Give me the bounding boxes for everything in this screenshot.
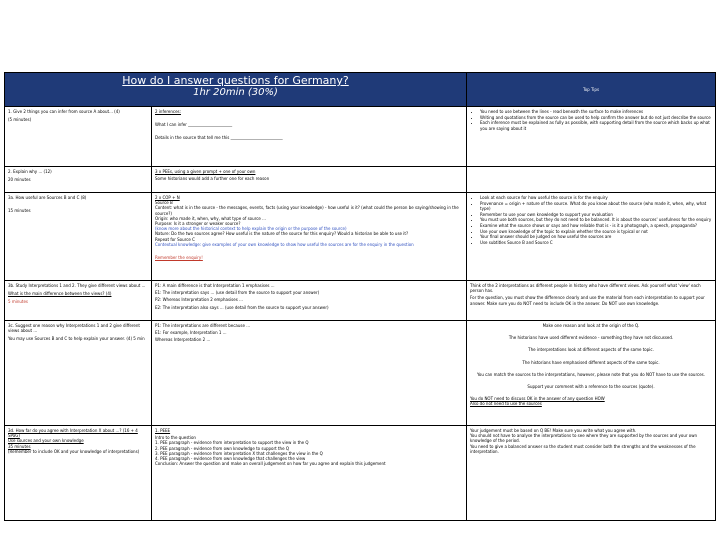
answer-cell [152, 281, 467, 321]
table-row [5, 107, 716, 167]
page-title: How do I answer questions for Germany? [122, 74, 349, 87]
table-row [5, 426, 716, 521]
tip-item: The interpretations look at different aspects of the same topic. [528, 347, 654, 353]
tip-item: Make one reason and look at the origin of the Q. [542, 323, 640, 328]
tip-item: You do NOT need to discuss OK in the answer of any question HOW [470, 396, 605, 402]
answer-line: Some historians would add a further one for each reason [155, 176, 270, 182]
question-time: 15 minutes [8, 208, 31, 214]
question-cell [5, 321, 152, 426]
tip-item: For the question, you must show the difference clearly and use the material from each interpretation to support your answer. Make sure you do NOT need to include OK in the answer. Do NOT use own knowledge. [470, 295, 705, 306]
question-cell [5, 107, 152, 167]
tip-item: • Use your own knowledge of the topic to explain whether the source is typical or not [480, 229, 712, 234]
answer-line: 1. PEE paragraph - evidence from interpretation to support the view in the Q [155, 440, 309, 446]
question-text: 3c. Suggest one reason why Interpretations 1 and 2 give different views about ... [8, 323, 140, 334]
tip-item: Your judgement must be based on Q BE! Make sure you write what you agree with. [470, 428, 637, 433]
tip-item: • Provenance = origin + nature of the source. What do you know about the source (who made it, when, why, what type) [480, 201, 712, 211]
question-cell [5, 426, 152, 521]
answer-guide-table [4, 72, 716, 521]
answer-line: What I can infer ______________________ [155, 122, 233, 128]
answer-line: 3. PEE paragraph - evidence from interpretation X that challenges the view in the Q [155, 450, 323, 456]
answer-line: E2: The interpretation also says ... (use detail from the source to support your answer) [155, 304, 329, 310]
question-text: 3a. How useful are Sources B and C (8) [8, 195, 87, 200]
question-text: What is the main difference between the views? (4) [8, 291, 112, 297]
revision-sheet [4, 72, 715, 522]
answer-cell [152, 167, 467, 193]
tip-item: Also do not need to use the sources [470, 401, 542, 407]
answer-line: P2: Whereas Interpretation 2 emphasises ... [155, 297, 243, 303]
tip-item: • Writing and quotations from the source can be used to help confirm the answer but do not just describe the source [480, 115, 712, 120]
question-time: (5 minutes) [8, 117, 32, 123]
tips-cell [467, 167, 716, 193]
question-text: (Remember to include OK and your knowledge of interpretations) [8, 448, 140, 454]
answer-line: Contextual knowledge: give examples of your own knowledge to show how useful the sources are for the enquiry in the question [155, 241, 414, 247]
tip-item: You should not have to analyse the interpretations to see where they are supported by the sources and your own knowledge of the period. [470, 433, 698, 444]
tip-item: The historians have emphasised different aspects of the same topic. [522, 359, 660, 365]
question-time: 5 minutes [8, 299, 29, 305]
tip-item: • Look at each source for how useful the source is for the enquiry [480, 195, 712, 200]
table-row [5, 321, 716, 426]
main-header [5, 73, 467, 107]
tip-item: You can match the sources to the interpretations, however, please note that you do NOT have to use the sources. [476, 371, 706, 377]
answer-cell [152, 321, 467, 426]
answer-line: Details in the source that tell me this __________________________ [155, 135, 283, 141]
question-time: 35 minutes [8, 443, 31, 449]
tip-item: • You must use both sources, but they do not need to be balanced. It is about the sources' usefulness for the enquiry [480, 217, 712, 222]
answer-line: Origin: who made it, when, why, what type of source ... [155, 215, 266, 221]
tips-cell [467, 426, 716, 521]
tip-item: The historians have used different evidence - something they have not discussed. [508, 335, 674, 341]
table-row [5, 281, 716, 321]
question-text: 1. Give 2 things you can infer from source A about... (4) [8, 109, 120, 114]
tips-list [470, 195, 712, 245]
question-cell [5, 281, 152, 321]
question-text: Use sources and your own knowledge [8, 438, 84, 444]
question-text: You may use Sources B and C to help explain your answer. (4) 5 min [8, 336, 145, 342]
table-row [5, 193, 716, 281]
tip-item: • Remember to use your own knowledge to support your evaluation [480, 212, 712, 217]
tip-item: • Your final answer should be judged on how useful the sources are [480, 234, 712, 239]
tip-item: Support your comment with a reference to the sources (quote). [527, 384, 655, 390]
tip-item: Think of the 2 interpretations as different people in history who have different views. Ask yourself what 'view' each person has. [470, 283, 701, 294]
answer-line: Remember the enquiry! [155, 255, 203, 261]
answer-cell [152, 426, 467, 521]
question-text: 2. Explain why ... (12) [8, 169, 52, 174]
tips-cell [467, 281, 716, 321]
tips-cell [467, 193, 716, 281]
question-text: 3b. Study Interpretations 1 and 2. They give different views about ... [8, 283, 146, 288]
answer-line: 2 inferences: [155, 109, 181, 114]
tip-item: You need to give a balanced answer so the student must consider both the strengths and the weaknesses of the interpretation. [470, 443, 696, 454]
answer-line: 1. PEEE [155, 428, 171, 433]
question-time: 20 minutes [8, 177, 31, 183]
tips-list [470, 109, 712, 131]
answer-line: Repeat for Source C [155, 236, 195, 242]
answer-cell [152, 193, 467, 281]
tip-item: • Examine what the source shows or says and how reliable that is - is it a photograph, a speech, propaganda? [480, 223, 712, 228]
tips-cell [467, 321, 716, 426]
answer-line: Source B [155, 200, 173, 206]
answer-line: Purpose: Is it a stronger or weaker source? [155, 221, 241, 227]
answer-line: Intro to the question [155, 435, 196, 441]
tip-item: • Use subtitles Source B and Source C [480, 240, 712, 245]
header-row [5, 73, 716, 107]
answer-line: E1: For example, Interpretation 1 ... [155, 330, 227, 336]
answer-line: Nature: Do the two sources agree? How useful is the nature of the source for this enquiry? Would a historian be able to use it? [155, 231, 409, 237]
tips-header: Top Tips [467, 73, 716, 107]
answer-line: 3 x PEEs, using a given prompt + one of your own [155, 169, 256, 174]
answer-line: P1: A main difference is that Interpretation 1 emphasises ... [155, 283, 275, 288]
tips-cell [467, 107, 716, 167]
answer-line: E1: The interpretation says ... (use detail from the source to support your answer) [155, 290, 320, 296]
question-cell [5, 167, 152, 193]
question-cell [5, 193, 152, 281]
answer-line: 2 x COP + N [155, 195, 180, 200]
answer-line: P1: The interpretations are different because ... [155, 323, 251, 328]
page-subtitle: 1hr 20min (30%) [193, 87, 278, 98]
table-row [5, 167, 716, 193]
question-text: 3d. How far do you agree with Interpretation X about ...? (16 + 4 SPaG) [8, 428, 138, 439]
answer-line: Content: what is in the source - the messages, events, facts (using your knowledge) - how useful is it? (what could the person be saying/showing in the source?) [155, 205, 459, 216]
answer-line: Whereas Interpretation 2 ... [155, 337, 211, 343]
answer-line: 2. PEE paragraph - evidence from own knowledge to support the Q [155, 445, 289, 451]
answer-line: 4. PEE paragraph - evidence from own knowledge that challenges the view [155, 456, 306, 462]
answer-line: (know more about the historical context to help explain the origin or the purpose of the source) [155, 226, 347, 232]
answer-line: Conclusion: Answer the question and make an overall judgement on how far you agree and explain this judgement [155, 461, 386, 467]
answer-cell [152, 107, 467, 167]
tip-item: • Each inference must be explained as fully as possible, with supporting detail from the source which backs up what you are saying about it [480, 120, 712, 130]
tip-item: • You need to use between the lines - read beneath the surface to make inferences [480, 109, 712, 114]
